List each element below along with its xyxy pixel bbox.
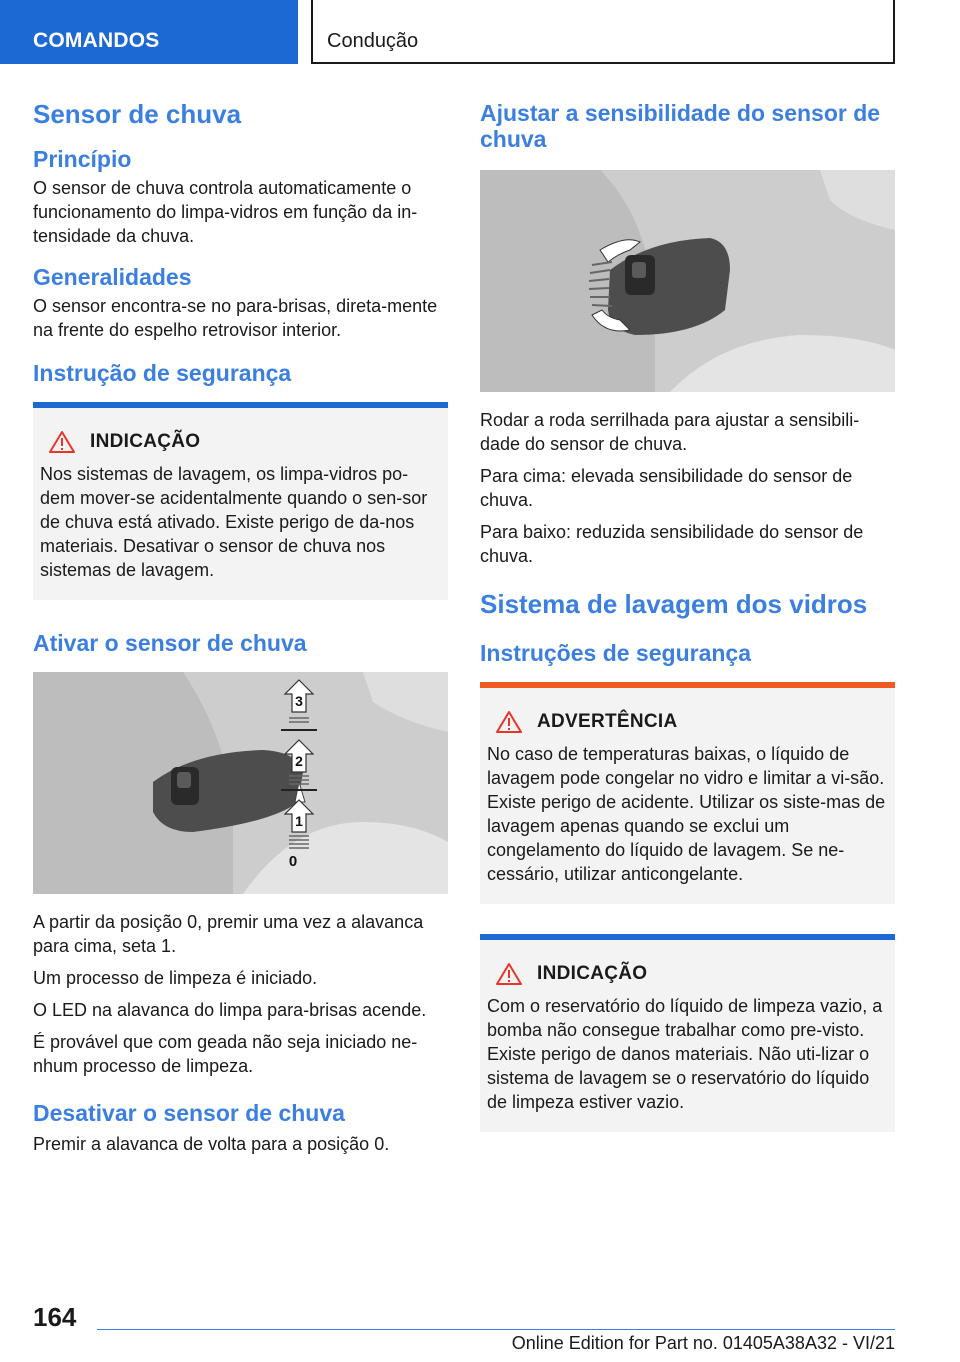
sensitivity-heading: Ajustar a sensibilidade do sensor de chuva xyxy=(480,100,881,152)
left-column xyxy=(33,100,448,1164)
page-title: Sensor de chuva xyxy=(33,99,242,129)
right-column xyxy=(480,100,895,1162)
chapter-header xyxy=(311,0,895,64)
notice-box xyxy=(33,402,448,600)
section-tab: COMANDOS xyxy=(0,0,298,64)
wash-system-heading: Sistema de lavagem dos vidros xyxy=(480,589,868,619)
warning-triangle-icon xyxy=(495,962,523,986)
deactivate-text: Premir a alavanca de volta para a posição 0. xyxy=(33,1134,390,1154)
sensitivity-wheel-illustration xyxy=(480,170,895,392)
footer-divider xyxy=(97,1329,895,1330)
wash-safety-heading: Instruções de segurança xyxy=(480,640,751,666)
activate-step-3: O LED na alavanca do limpa para-brisas acende. xyxy=(33,1000,427,1020)
figure-label-3: 3 xyxy=(295,693,303,709)
activate-step-1: A partir da posição 0, premir uma vez a alavanca para cima, seta 1. xyxy=(33,912,424,956)
figure-label-2: 2 xyxy=(295,753,303,769)
notice-box-2 xyxy=(480,934,895,1132)
activate-heading: Ativar o sensor de chuva xyxy=(33,630,307,656)
warning-box xyxy=(480,682,895,904)
figure-label-0: 0 xyxy=(288,853,298,870)
notice-header xyxy=(40,430,441,454)
sensitivity-text-1: Rodar a roda serrilhada para ajustar a sensibili-dade do sensor de chuva. xyxy=(480,410,860,454)
activate-step-2: Um processo de limpeza é iniciado. xyxy=(33,968,318,988)
notice-text: Nos sistemas de lavagem, os limpa-vidros po-dem mover-se acidentalmente quando o sen-sor de chuva está ativado. Existe perigo de da-nos materiais. Desativar o sensor de chuva nos sistemas de lavagem. xyxy=(40,464,428,580)
sensitivity-text-2: Para cima: elevada sensibilidade do sensor de chuva. xyxy=(480,466,853,510)
sensitivity-text-3: Para baixo: reduzida sensibilidade do sensor de chuva. xyxy=(480,522,864,566)
notice-text-2: Com o reservatório do líquido de limpeza vazio, a bomba não consegue trabalhar como pre-visto. Existe perigo de danos materiais. Não uti-lizar o sistema de lavagem se o reservatório do líquido de limpeza estiver vazio. xyxy=(487,996,883,1112)
activate-lever-illustration xyxy=(33,672,448,894)
general-heading: Generalidades xyxy=(33,264,192,290)
principle-heading: Princípio xyxy=(33,146,132,172)
principle-text: O sensor de chuva controla automaticamente o funcionamento do limpa-vidros em função da in-tensidade da chuva. xyxy=(33,178,418,246)
activate-step-4: É provável que com geada não seja iniciado ne-nhum processo de limpeza. xyxy=(33,1032,418,1076)
warning-text: No caso de temperaturas baixas, o líquido de lavagem pode congelar no vidro e limitar a vi-são. Existe perigo de acidente. Utilizar os siste-mas de lavagem apenas quando se exclui um congelamento do líquido de lavagem. Se ne-cessário, utilizar anticongelante. xyxy=(487,744,886,884)
notice-title: INDICAÇÃO xyxy=(90,431,201,452)
warning-triangle-icon xyxy=(495,710,523,734)
edition-text: Online Edition for Part no. 01405A38A32 - VI/21 xyxy=(511,1333,895,1353)
chapter-title: Condução xyxy=(327,30,419,52)
general-text: O sensor encontra-se no para-brisas, direta-mente na frente do espelho retrovisor interior. xyxy=(33,296,438,340)
safety-heading: Instrução de segurança xyxy=(33,360,292,386)
notice-header-2 xyxy=(487,962,888,986)
page-number: 164 xyxy=(33,1302,77,1332)
warning-header xyxy=(487,710,888,734)
deactivate-heading: Desativar o sensor de chuva xyxy=(33,1100,345,1126)
notice-title-2: INDICAÇÃO xyxy=(537,963,648,984)
figure-label-1: 1 xyxy=(295,813,303,829)
warning-triangle-icon xyxy=(48,430,76,454)
warning-title: ADVERTÊNCIA xyxy=(537,711,678,732)
